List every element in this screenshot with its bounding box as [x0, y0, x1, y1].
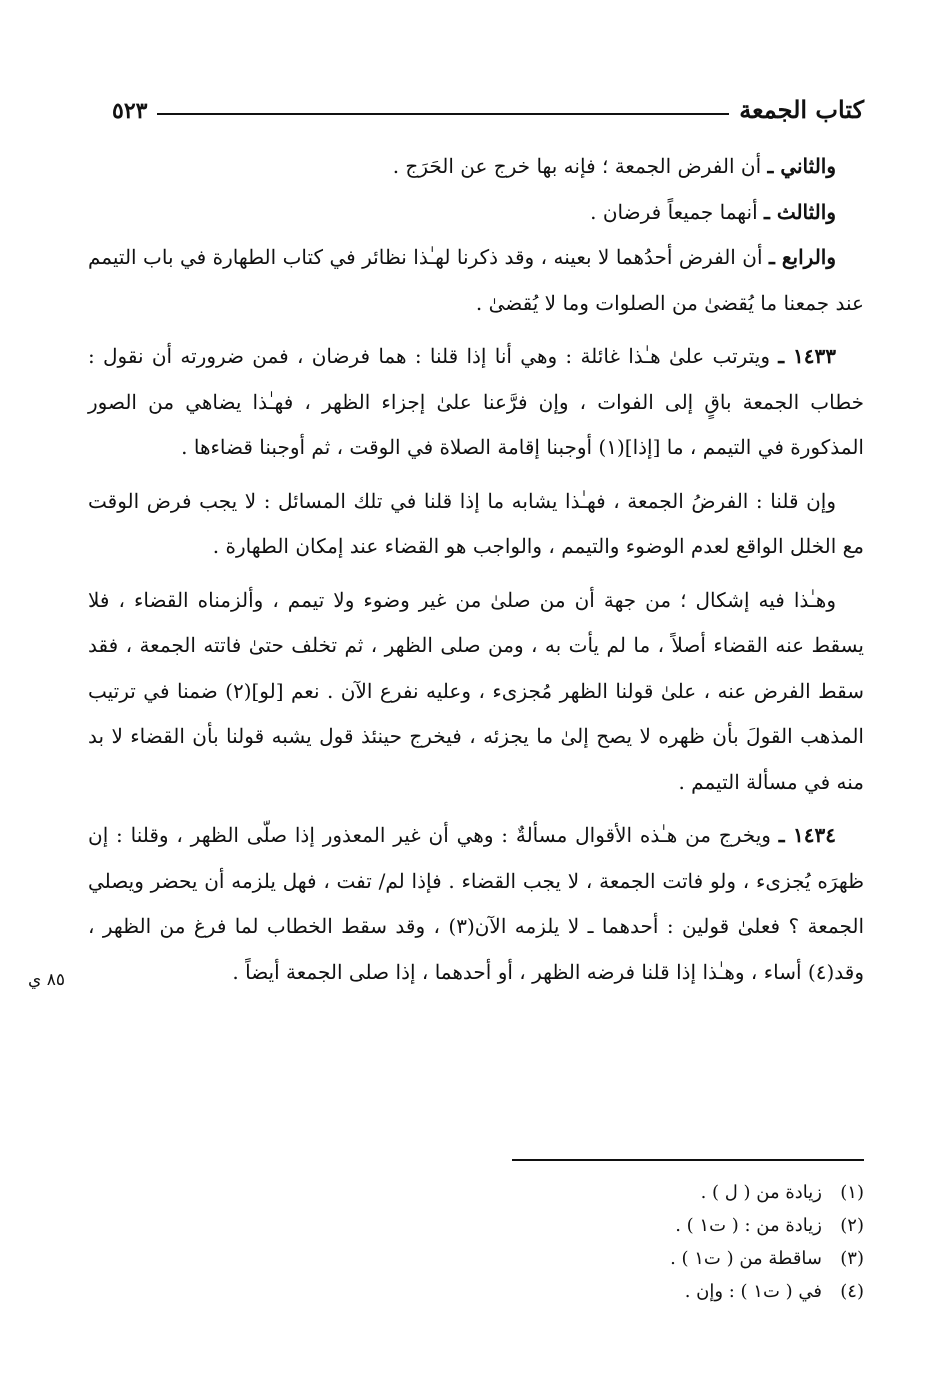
footnote-number: (٤)	[840, 1281, 864, 1302]
paragraph-text: أنهما جميعاً فرضان .	[590, 199, 764, 224]
paragraph-lead: والرابع ـ	[768, 245, 836, 269]
paragraph	[88, 190, 864, 236]
footnote-text: في ( ت١ ) : وإن .	[684, 1281, 822, 1302]
footnote-rule	[512, 1159, 864, 1161]
header-rule	[157, 113, 729, 115]
paragraph	[88, 334, 864, 471]
footnote-number: (١)	[840, 1182, 864, 1203]
paragraph-lead: ١٤٣٣ ـ	[778, 344, 837, 368]
paragraph	[88, 578, 864, 806]
main-text	[88, 144, 864, 995]
footnote-text: زيادة من : ( ت١ ) .	[675, 1215, 822, 1236]
footnote-text: ساقطة من ( ت١ ) .	[670, 1248, 822, 1269]
chapter-title: كتاب الجمعة	[739, 95, 864, 124]
margin-folio-note: ٨٥ ي	[28, 970, 65, 990]
page-number: ٥٢٣	[112, 98, 148, 124]
footnote-text: زيادة من ( ل ) .	[700, 1182, 822, 1203]
paragraph-lead: والثاني ـ	[767, 154, 836, 178]
paragraph	[88, 235, 864, 326]
paragraph-text: ويترتب علىٰ هـٰذا غائلة : وهي أنا إذا قلنا : هما فرضان ، فمن ضرورته أن نقول : خطاب الجمعة باقٍ إلى الفوات ، وإن فرَّعنا علىٰ إجزاء الظهر ، فهـٰذا يضاهي من الصور المذكورة في التيمم ، ما [إذا](١) أوجبنا إقامة الصلاة في الوقت ، ثم أوجبنا قضاءها .	[88, 344, 864, 459]
paragraph-lead: ١٤٣٤ ـ	[778, 823, 836, 847]
running-header	[112, 84, 864, 124]
paragraph-text: وهـٰذا فيه إشكال ؛ من جهة أن من صلىٰ من غير وضوء ولا تيمم ، وألزمناه القضاء ، فلا يسقط عنه القضاء أصلاً ، ما لم يأت به ، ومن صلى الظهر ، ثم تخلف حتىٰ فاتته الجمعة ، فقد سقط الفرض عنه ، علىٰ قولنا الظهر مُجزىء ، وعليه نفرع الآن . نعم [لو](٢) ضمنا في ترتيب المذهب القولَ بأن ظهره لا يصح إلىٰ ما يجزئه ، فيخرج حينئذ قول يشبه قولنا بأن القضاء لا بد منه في مسألة التيمم .	[88, 587, 865, 794]
footnote	[300, 1275, 864, 1308]
paragraph	[88, 479, 864, 570]
footnote-number: (٣)	[840, 1248, 864, 1269]
paragraph-text: وإن قلنا : الفرضُ الجمعة ، فهـٰذا يشابه ما إذا قلنا في تلك المسائل : لا يجب فرض الوقت مع الخلل الواقع لعدم الوضوء والتيمم ، والواجب هو القضاء عند إمكان الطهارة .	[88, 488, 864, 558]
footnote	[300, 1176, 864, 1209]
footnote-number: (٢)	[840, 1215, 864, 1236]
footnote	[300, 1209, 864, 1242]
paragraph-lead: والثالث ـ	[764, 199, 836, 224]
paragraph-text: أن الفرض الجمعة ؛ فإنه بها خرج عن الحَرَج .	[392, 154, 768, 178]
paragraph	[88, 144, 864, 190]
footnotes	[300, 1176, 864, 1308]
footnote	[300, 1242, 864, 1275]
paragraph-text: أن الفرض أحدُهما لا بعينه ، وقد ذكرنا لهـٰذا نظائر في كتاب الطهارة في باب التيمم عند جمعنا ما يُقضىٰ من الصلوات وما لا يُقضىٰ .	[88, 245, 864, 315]
paragraph	[88, 813, 864, 995]
paragraph-text: ويخرج من هـٰذه الأقوال مسألةٌ : وهي أن غير المعذور إذا صلّى الظهر ، وقلنا : إن ظهرَه يُجزىء ، ولو فاتت الجمعة ، لا يجب القضاء . فإذا لم/ تفت ، فهل يلزمه أن يحضر ويصلي الجمعة ؟ فعلىٰ قولين : أحدهما ـ لا يلزمه الآن(٣) ، وقد سقط الخطاب لما فرغ من الظهر ، وقد(٤) أساء ، وهـٰذا إذا قلنا فرضه الظهر ، أو أحدهما ، إذا صلى الجمعة أيضاً .	[88, 823, 865, 984]
